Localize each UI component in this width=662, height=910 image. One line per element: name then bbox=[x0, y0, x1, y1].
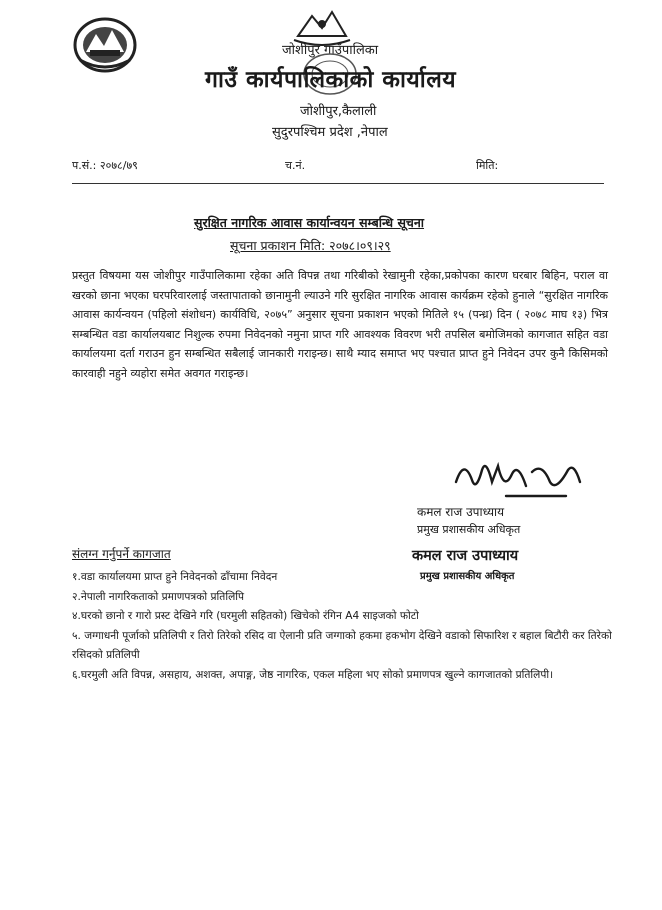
notice-subject: सुरक्षित नागरिक आवास कार्यान्वयन सम्बन्धि सूचना bbox=[194, 215, 425, 230]
office-province: सुदुरपश्चिम प्रदेश ,नेपाल bbox=[272, 125, 388, 140]
notice-publish-date: सूचना प्रकाशन मिति: २०७८।०९।२९ bbox=[230, 238, 391, 253]
stamp-name: कमल राज उपाध्याय bbox=[412, 548, 519, 564]
nepal-emblem-icon bbox=[70, 12, 140, 74]
municipality-name: जोशीपुर गाउँपालिका bbox=[282, 43, 379, 58]
ref-number: प.सं.: २०७८/७९ bbox=[72, 159, 138, 172]
list-item: ४.घरको छानो र गारो प्रस्ट देखिने गरि (घरमुली सहितको) खिचेको रंगिन A4 साइजको फोटो bbox=[72, 610, 419, 623]
list-item: १.वडा कार्यालयमा प्राप्त हुने निवेदनको ढाँचामा निवेदन bbox=[72, 571, 278, 583]
handwritten-signature-icon bbox=[446, 452, 586, 506]
attachments-list bbox=[72, 568, 612, 686]
list-item: ६.घरमुली अति विपन्न, असहाय, अशक्त, अपाङ्ग, जेष्ठ नागरिक, एकल महिला भए सोको प्रमाणपत्र खुल्ने कागजातको प्रतिलिपी। bbox=[72, 668, 554, 681]
header-divider bbox=[72, 183, 604, 184]
attachments-heading: संलग्न गर्नुपर्ने कागजात bbox=[72, 547, 171, 561]
list-item: २.नेपाली नागरिकताको प्रमाणपत्रको प्रतिलिपि bbox=[72, 590, 245, 603]
stamp-title: प्रमुख प्रशासकीय अधिकृत bbox=[420, 571, 515, 582]
office-title: गाउँ कार्यपालिकाको कार्यालय bbox=[205, 67, 457, 93]
date-label: मिति: bbox=[476, 159, 499, 172]
body-paragraph: प्रस्तुत विषयमा यस जोशीपुर गाउँपालिकामा रहेका अति विपन्न तथा गरिबीको रेखामुनी रहेका,प्रकोपका कारण घरबार बिहिन, पराल वा खरको छाना भएका घरपरिवारलाई जस्तापाताको छानामुनी ल्याउने गरि सुरक्षित नागरिक आवास कार्यक्रम रहेको हुनाले “सुरक्षित नागरिक आवास कार्यन्वयन (पहिलो संशोधन) कार्यविधि, २०७५” अनुसार सूचना प्रकाशन भएको मितिले १५ (पन्ध्र) दिन ( २०७८ माघ १३) भित्र सम्बन्धित वडा कार्यालयबाट निशुल्क रुपमा निवेदनको नमुना प्राप्त गरि आवश्यक विवरण भरी तपसिल बमोजिमको कागजात सहित वडा कार्यालयमा दर्ता गराउन हुन सम्बन्धित सबैलाई जानकारी गराइन्छ। साथै म्याद समाप्त भए पश्चात प्राप्त हुने निवेदन उपर कुनै किसिमको कारवाही नहुने व्यहोरा समेत अवगत गराइन्छ। bbox=[72, 269, 608, 380]
office-place: जोशीपुर,कैलाली bbox=[300, 104, 377, 119]
notice-body bbox=[72, 266, 608, 384]
list-item: ५. जग्गाधनी पूर्जाको प्रतिलिपी र तिरो तिरेको रसिद वा ऐलानी प्रति जग्गाको हकमा हकभोग देखिने वडाको सिफारिश र बहाल बिटौरी कर तिरेको रसिदको प्रतिलिपी bbox=[72, 629, 612, 662]
reference-bar bbox=[72, 154, 604, 176]
dispatch-number: च.नं. bbox=[285, 159, 306, 172]
signatory-title: प्रमुख प्रशासकीय अधिकृत bbox=[417, 523, 521, 536]
signatory-name: कमल राज उपाध्याय bbox=[417, 505, 505, 519]
